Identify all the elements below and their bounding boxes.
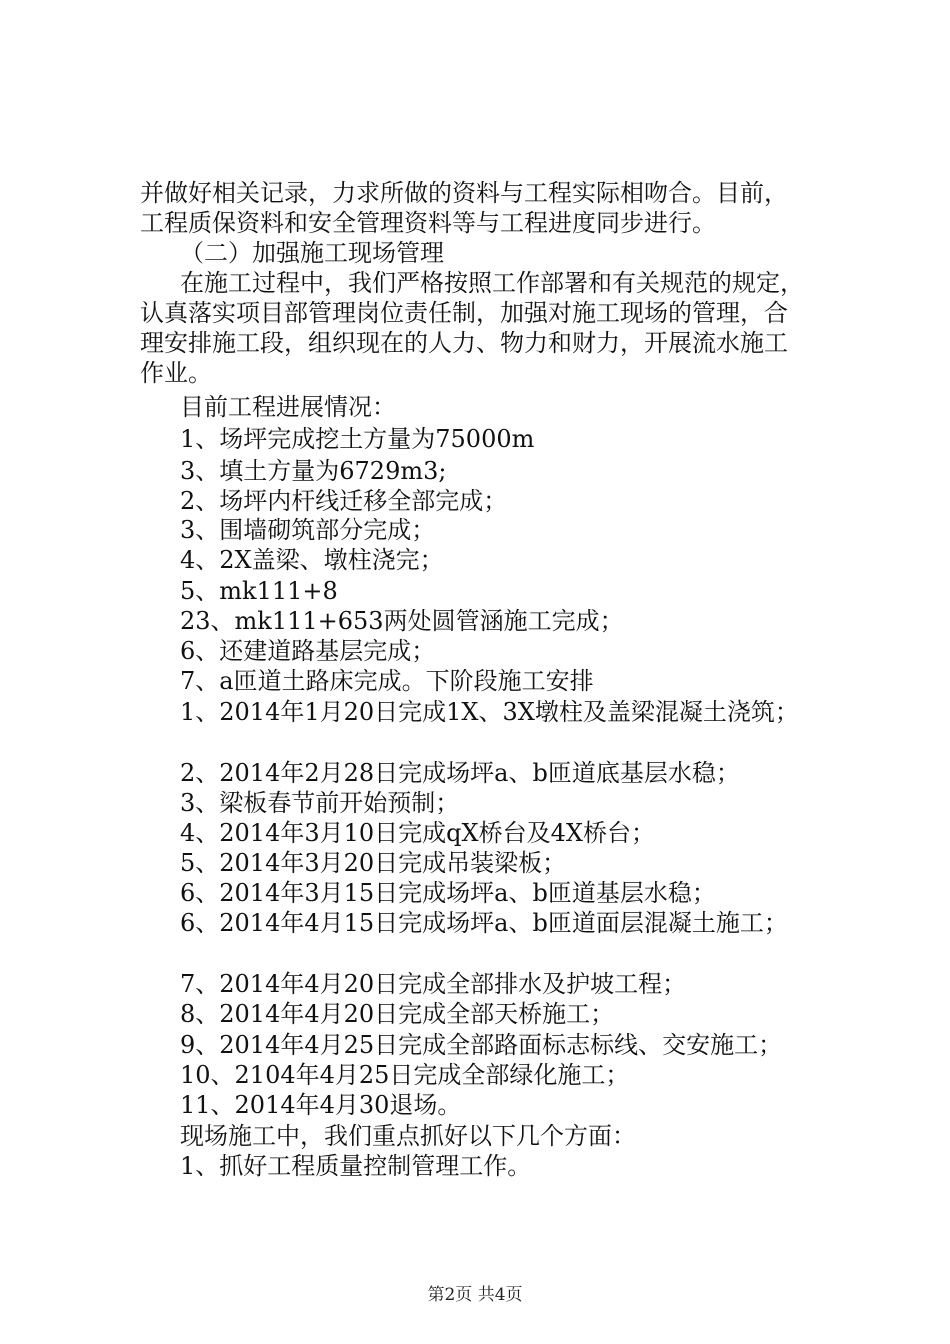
list-item: 4、2014年3月10日完成qX桥台及4X桥台； bbox=[180, 819, 655, 847]
list-item: 7、2014年4月20日完成全部排水及护坡工程； bbox=[180, 970, 687, 998]
list-item: 5、mk111+8 bbox=[180, 577, 338, 605]
text-line: 理安排施工段，组织现在的人力、物力和财力，开展流水施工 bbox=[140, 329, 788, 357]
list-item: 6、2014年3月15日完成场坪a、b匝道基层水稳； bbox=[180, 879, 716, 907]
text-line: 并做好相关记录，力求所做的资料与工程实际相吻合。目前， bbox=[140, 179, 788, 207]
section-heading: （二）加强施工现场管理 bbox=[180, 239, 444, 267]
page-number-footer: 第2页 共4页 bbox=[427, 1285, 523, 1305]
list-heading: 目前工程进展情况： bbox=[180, 393, 396, 421]
list-item: 2、2014年2月28日完成场坪a、b匝道底基层水稳； bbox=[180, 759, 740, 787]
list-item: 1、场坪完成挖土方量为75000m bbox=[180, 425, 535, 453]
list-item: 4、2X盖梁、墩柱浇完； bbox=[180, 546, 444, 574]
text-line: 认真落实项目部管理岗位责任制，加强对施工现场的管理，合 bbox=[140, 299, 788, 327]
list-item: 6、2014年4月15日完成场坪a、b匝道面层混凝土施工； bbox=[180, 909, 788, 937]
text-line: 工程质保资料和安全管理资料等与工程进度同步进行。 bbox=[140, 209, 716, 237]
text-line: 在施工过程中，我们严格按照工作部署和有关规范的规定， bbox=[180, 269, 804, 297]
list-item: 8、2014年4月20日完成全部天桥施工； bbox=[180, 1000, 615, 1028]
list-item: 5、2014年3月20日完成吊装梁板； bbox=[180, 849, 567, 877]
list-item: 23、mk111+653两处圆管涵施工完成； bbox=[180, 607, 624, 635]
text-line: 现场施工中，我们重点抓好以下几个方面： bbox=[180, 1122, 636, 1150]
list-item: 10、2104年4月25日完成全部绿化施工； bbox=[180, 1061, 630, 1089]
list-item: 3、梁板春节前开始预制； bbox=[180, 789, 460, 817]
list-item: 6、还建道路基层完成； bbox=[180, 637, 436, 665]
list-item: 9、2014年4月25日完成全部路面标志标线、交安施工； bbox=[180, 1031, 783, 1059]
text-line: 1、抓好工程质量控制管理工作。 bbox=[180, 1152, 532, 1180]
text-line: 作业。 bbox=[140, 359, 212, 387]
list-item: 2、场坪内杆线迁移全部完成； bbox=[180, 487, 508, 515]
list-item: 3、围墙砌筑部分完成； bbox=[180, 516, 436, 544]
list-item: 11、2014年4月30退场。 bbox=[180, 1091, 462, 1119]
list-item: 1、2014年1月20日完成1X、3X墩柱及盖梁混凝土浇筑； bbox=[180, 698, 799, 726]
list-item: 7、a匝道土路床完成。下阶段施工安排 bbox=[180, 667, 594, 695]
list-item: 3、填土方量为6729m3; bbox=[180, 457, 447, 485]
